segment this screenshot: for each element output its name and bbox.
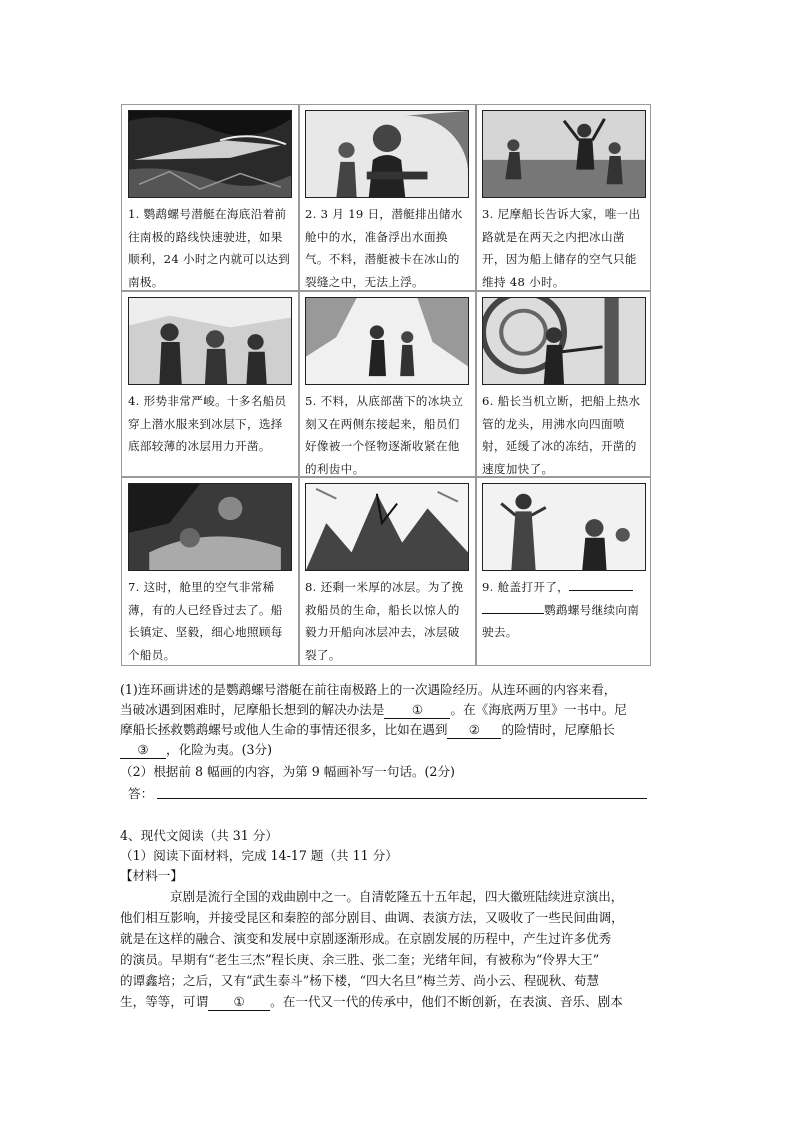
question-1-line-3	[120, 720, 615, 740]
passage-blank-1[interactable]: ①	[208, 994, 270, 1011]
comic-panel-8	[299, 478, 475, 667]
comic-panel-6	[476, 292, 652, 476]
material-label: 【材料一】	[120, 868, 183, 883]
passage-text: 生，等等，可谓	[120, 994, 209, 1009]
panel-caption: 6. 船长当机立断，把船上热水管的龙头，用沸水向四面喷射，延缓了冰的冻结，开凿的速度加快了。	[482, 394, 641, 476]
panel-illustration-ice-break	[305, 483, 469, 571]
q1-text: ，化险为夷。(3分)	[166, 742, 272, 757]
comic-panel-4	[122, 292, 298, 476]
comic-panel-1	[122, 105, 298, 290]
passage-line: 的演员。早期有“老生三杰”程长庚、余三胜、张二奎；光绪年间，有被称为“伶界大王”	[120, 952, 600, 967]
question-2: （2）根据前 8 幅画的内容，为第 9 幅画补写一句话。(2分)	[120, 764, 455, 779]
answer-label: 答：	[128, 786, 154, 801]
passage-line: 就是在这样的融合、演变和发展中京剧逐渐形成。在京剧发展的历程中，产生过许多优秀	[120, 931, 612, 946]
panel-caption-start: 9. 舱盖打开了，	[482, 580, 570, 594]
panel-caption: 4. 形势非常严峻。十多名船员穿上潜水服来到冰层下，选择底部较薄的冰层用力开凿。	[128, 394, 287, 454]
q1-text: 当破冰遇到困难时，尼摩船长想到的解决办法是	[120, 702, 385, 717]
panel-caption: 5. 不料，从底部凿下的冰块立刻又在两侧东接起来，船员们好像被一个怪物逐渐收紧在他的利齿中。	[305, 394, 464, 476]
answer-line[interactable]	[157, 798, 647, 799]
panel-illustration-divers	[128, 297, 292, 385]
comic-panel-7	[122, 478, 298, 667]
comic-panel-5	[299, 292, 475, 476]
section-subheading: （1）阅读下面材料，完成 14-17 题（共 11 分）	[120, 848, 398, 863]
passage-line: 的谭鑫培；之后，又有“武生泰斗”杨下楼，“四大名旦”梅兰芳、尚小云、程砚秋、荀慧	[120, 973, 600, 988]
comic-panel-9	[476, 478, 652, 667]
passage-line: 京剧是流行全国的戏曲剧中之一。自清乾隆五十五年起，四大徽班陆续进京演出，	[170, 889, 624, 904]
q1-text: 摩船长拯救鹦鹉螺号或他人生命的事情还很多，比如在遇到	[120, 722, 448, 737]
answer-blank[interactable]	[569, 590, 633, 591]
panel-caption: 7. 这时，舱里的空气非常稀薄，有的人已经昏过去了。船长镇定、坚毅，细心地照顾每个船员。	[128, 580, 283, 662]
question-1-line-2	[120, 700, 627, 720]
comic-panel-3	[476, 105, 652, 290]
panel-caption: 2. 3 月 19 日，潜艇排出储水舱中的水，准备浮出水面换气。不料，潜艇被卡在冰山的裂缝之中，无法上浮。	[305, 207, 463, 289]
q1-text: 。在《海底两万里》一书中。尼	[450, 702, 627, 717]
q1-text: 的险情时，尼摩船长	[501, 722, 615, 737]
answer-blank[interactable]	[482, 613, 544, 614]
panel-illustration-crew	[482, 110, 646, 198]
panel-caption: 3. 尼摩船长告诉大家，唯一出路就是在两天之内把冰山凿开，因为船上储存的空气只能维持 48 小时。	[482, 207, 641, 289]
panel-illustration-ice	[305, 297, 469, 385]
blank-2[interactable]: ②	[447, 722, 501, 739]
question-1-line-4	[120, 740, 272, 760]
question-1-line-1: (1)连环画讲述的是鹦鹉螺号潜艇在前往南极路上的一次遇险经历。从连环画的内容来看，	[120, 682, 617, 697]
comic-strip-grid	[121, 104, 651, 666]
panel-caption-end: 鹦鹉螺号继续向南驶去。	[482, 602, 640, 640]
passage-text: 。在一代又一代的传承中，他们不断创新，在表演、音乐、剧本	[270, 994, 623, 1009]
panel-illustration-submarine	[128, 110, 292, 198]
panel-illustration-pipes	[482, 297, 646, 385]
panel-illustration-captain	[305, 110, 469, 198]
passage-line: 他们相互影响，并接受昆区和秦腔的部分剧目、曲调、表演方法，又吸收了一些民间曲调，	[120, 910, 624, 925]
panel-caption: 8. 还剩一米厚的冰层。为了挽救船员的生命，船长以惊人的毅力开船向冰层冲去，冰层破裂了。	[305, 580, 464, 662]
blank-3[interactable]: ③	[120, 742, 166, 759]
blank-1[interactable]: ①	[384, 702, 450, 719]
panel-caption: 1. 鹦鹉螺号潜艇在海底沿着前往南极的路线快速驶进，如果顺利，24 小时之内就可以达到南极。	[128, 207, 291, 289]
passage-line	[120, 992, 623, 1012]
panel-illustration-surface	[482, 483, 646, 571]
section-heading: 4、现代文阅读（共 31 分）	[120, 828, 278, 843]
panel-caption	[482, 576, 648, 644]
comic-panel-2	[299, 105, 475, 290]
panel-illustration-fainted	[128, 483, 292, 571]
